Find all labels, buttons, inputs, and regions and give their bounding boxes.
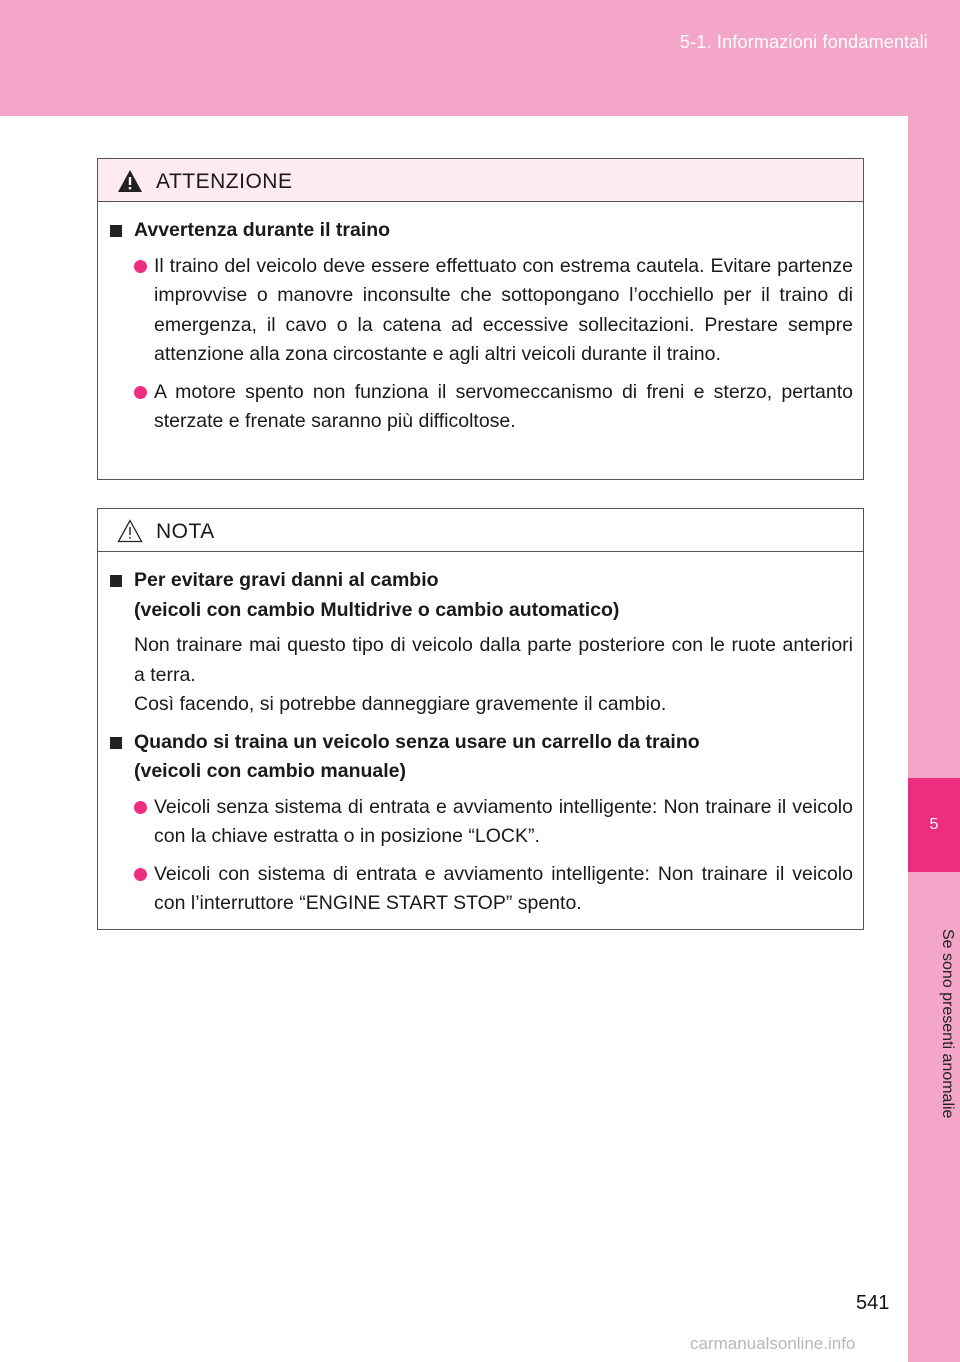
warning-box [97, 158, 864, 480]
list-item: Il traino del veicolo deve essere effettuato con estrema cautela. Evitare partenze improvvise o manovre inconsulte che sottopongano l’occhiello per il traino di emergenza, il cavo o la catena ad eccessive sollecitazioni. Prestare sempre attenzione alla zona circostante e agli altri veicoli durante il traino. [108, 252, 853, 370]
page-number: 541 [856, 1292, 890, 1314]
list-item: A motore spento non funziona il servomeccanismo di freni e sterzo, pertanto sterzate e frenate saranno più difficoltose. [108, 378, 853, 437]
note-section2-title: Quando si traina un veicolo senza usare un carrello da traino (veicoli con cambio manuale) [108, 728, 853, 787]
note-section1-text: Non trainare mai questo tipo di veicolo dalla parte posteriore con le ruote anteriori a terra. Così facendo, si potrebbe danneggiare gravemente il cambio. [134, 634, 853, 715]
watermark: carmanualsonline.info [690, 1334, 856, 1353]
bullet-dot-icon [134, 386, 147, 399]
square-bullet-icon [110, 575, 122, 587]
bullet-dot-icon [134, 801, 147, 814]
list-item: Veicoli senza sistema di entrata e avviamento intelligente: Non trainare il veicolo con la chiave estratta o in posizione “LOCK”. [108, 793, 853, 852]
note-section1-title: Per evitare gravi danni al cambio (veicoli con cambio Multidrive o cambio automatico) [108, 566, 853, 625]
note-box-header [98, 509, 863, 552]
square-bullet-icon [110, 225, 122, 237]
section-title: 5-1. Informazioni fondamentali [679, 32, 928, 52]
square-bullet-icon [110, 737, 122, 749]
caution-triangle-icon [117, 519, 143, 543]
warning-section-title: Avvertenza durante il traino [108, 216, 853, 246]
chapter-number: 5 [908, 778, 960, 872]
page-header [0, 0, 960, 116]
note-box [97, 508, 864, 930]
bullet-dot-icon [134, 260, 147, 273]
note-title: NOTA [156, 520, 215, 543]
list-item: Veicoli con sistema di entrata e avviamento intelligente: Non trainare il veicolo con l’interruttore “ENGINE START STOP” spento. [108, 860, 853, 919]
chapter-sidebar [908, 116, 960, 1362]
chapter-title: Se sono presenti anomalie [939, 929, 956, 1119]
bullet-dot-icon [134, 868, 147, 881]
warning-triangle-icon [117, 169, 143, 193]
warning-title: ATTENZIONE [156, 170, 293, 193]
warning-box-header [98, 159, 863, 202]
